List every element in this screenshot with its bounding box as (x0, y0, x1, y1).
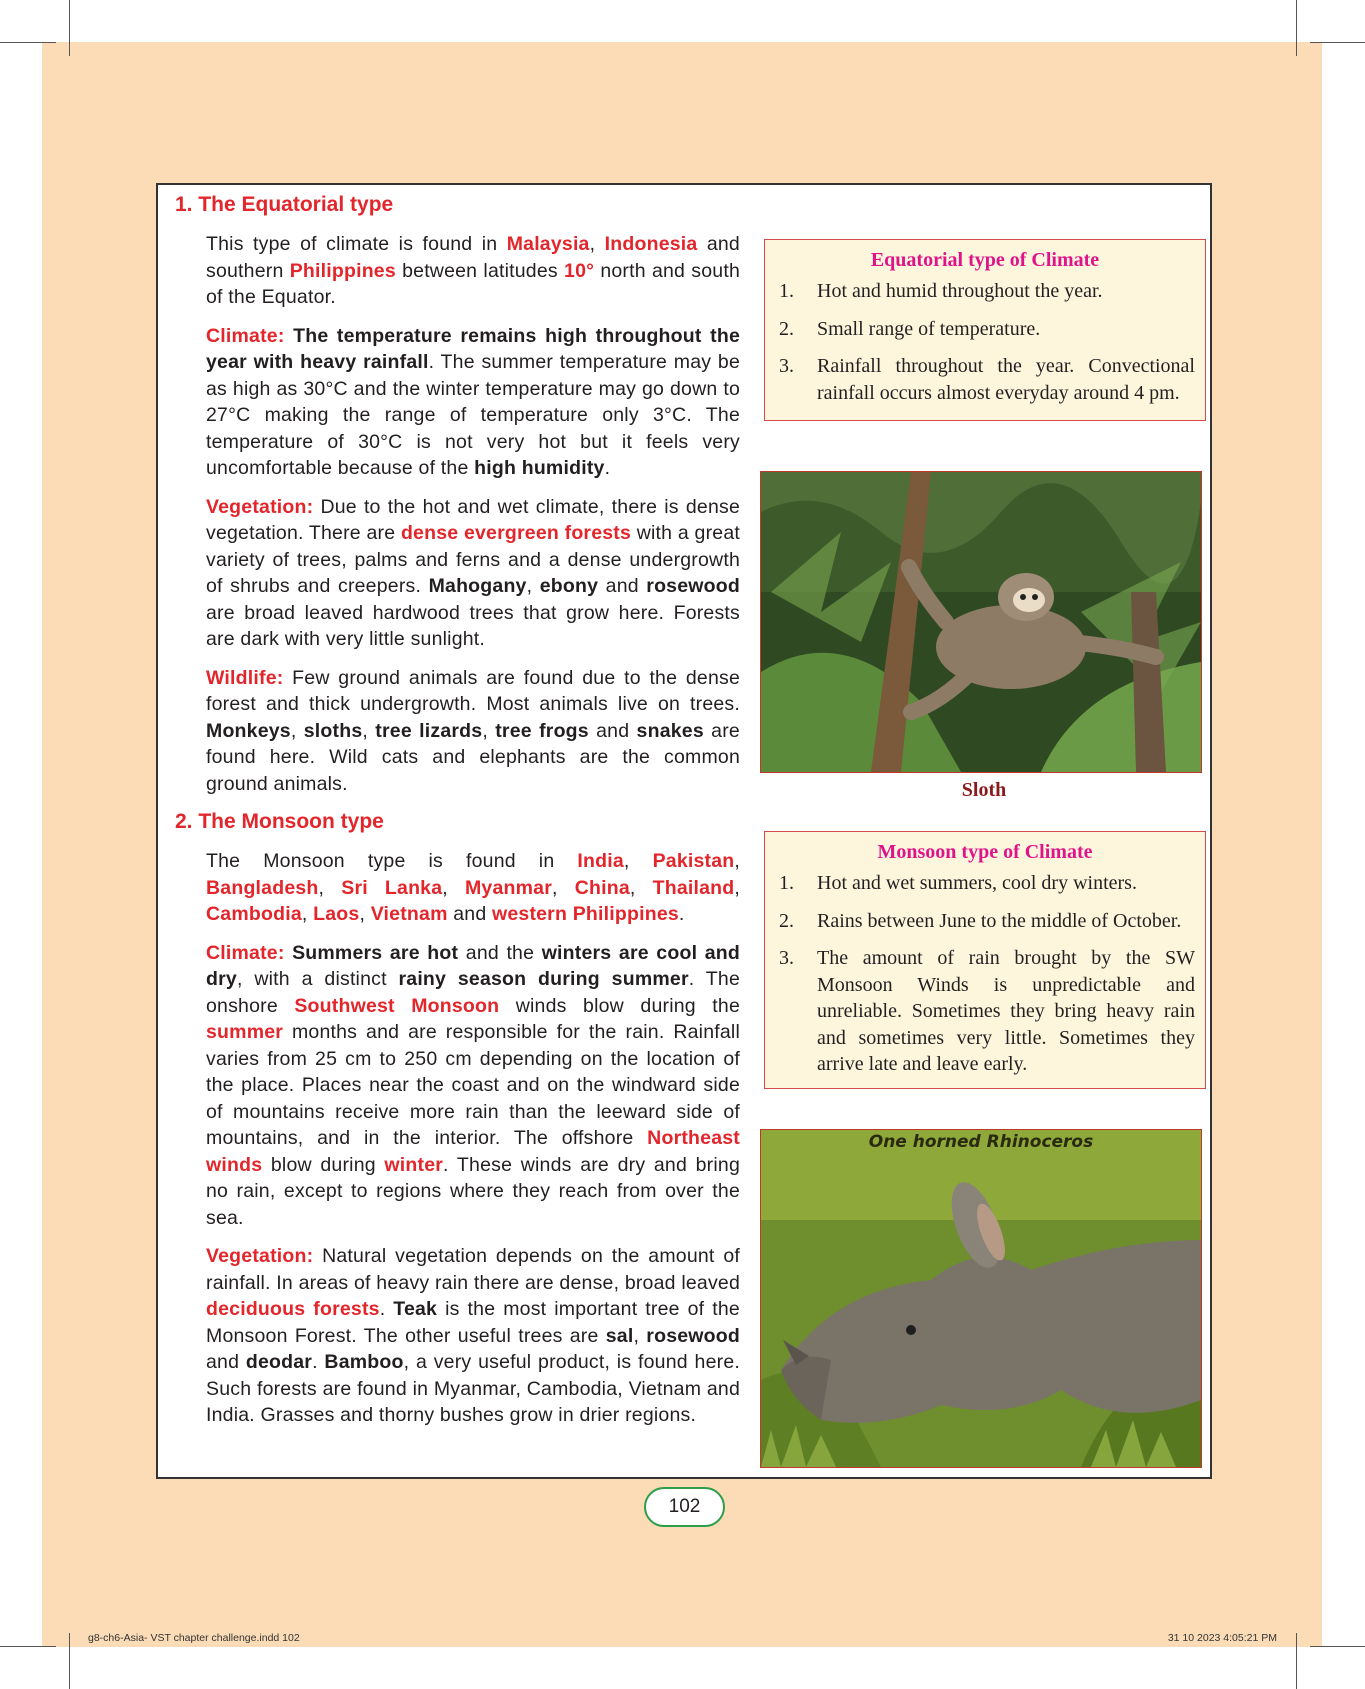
text-run: sloths (303, 719, 363, 742)
text-run: sal (605, 1324, 634, 1347)
monsoon-box-title: Monsoon type of Climate (877, 841, 1093, 863)
para-equatorial-intro (206, 231, 740, 311)
text-run: Southwest Monsoon (294, 994, 500, 1017)
para-equatorial-vegetation (206, 494, 740, 653)
text-run: The Monsoon type is found in (206, 850, 578, 872)
list-item: 2. Rains between June to the middle of October. (779, 909, 1182, 932)
text-run: Laos (313, 903, 360, 925)
monsoon-summary-box (764, 831, 1206, 1089)
text-run: rosewood (646, 575, 740, 597)
text-run: , (734, 876, 740, 899)
content-frame (156, 183, 1212, 1479)
text-run: Summers are hot (292, 941, 459, 964)
text-run: , (318, 876, 342, 899)
text-run: India (577, 850, 624, 872)
text-run: The temperature remains high throughout the year with heavy rainfall (206, 324, 740, 373)
list-item: 3. Rainfall throughout the year. Convectional rainfall occurs almost everyday around 4 pm. (779, 355, 1195, 404)
text-run: blow during (262, 1153, 385, 1176)
para-equatorial-wildlife (206, 665, 740, 798)
text-run: This type of climate is found in (206, 233, 507, 255)
text-run: Cambodia (206, 903, 302, 925)
text-run: Climate: (206, 324, 294, 347)
text-run: , (734, 850, 740, 872)
text-run: snakes (636, 719, 704, 742)
text-run: rainy season during summer (398, 968, 689, 990)
text-run: . (604, 457, 611, 479)
text-run: . The summer temperature may be as high as 30°C and the winter temperature may go down to 27°C making the range of temperature only 3°C. The temperature of 30°C is not very hot but it feels very uncomfortable because of the (206, 351, 740, 479)
crop-mark (1296, 1633, 1297, 1689)
crop-mark (0, 42, 56, 43)
text-run: Philippines (289, 259, 396, 282)
text-run: western Philippines (491, 903, 679, 925)
text-run: Pakistan (652, 850, 735, 872)
text-run: Few ground animals are found due to the dense forest and thick undergrowth. Most animals live on trees. (206, 666, 740, 715)
text-run: , (633, 1324, 647, 1347)
sloth-photo (760, 471, 1202, 773)
text-run: , with a distinct (236, 968, 399, 990)
text-run: Vietnam (370, 903, 448, 925)
text-run: ebony (539, 575, 599, 597)
slug-timestamp: 31 10 2023 4:05:21 PM (1167, 1632, 1277, 1644)
slug-file-info: g8-ch6-Asia- VST chapter challenge.indd 102 (88, 1632, 300, 1644)
text-run: , (552, 876, 575, 899)
list-item: 2. Small range of temperature. (779, 317, 1041, 340)
text-run: months and are responsible for the rain. Rainfall varies from 25 cm to 250 cm depending on the location of the place. Places near the coast and on the windward side of mountains receive more rain than the leeward side of mountains, and in the interior. The offshore (206, 1021, 740, 1149)
text-run: dense evergreen forests (400, 522, 632, 544)
text-run: , (301, 903, 314, 925)
text-run: and (206, 1351, 246, 1373)
text-run: , a very useful product, is found here. Such forests are found in Myanmar, Cambodia, Vietnam and India. Grasses and thorny bushes grow in drier regions. (206, 1351, 740, 1426)
text-run: Indonesia (604, 233, 698, 255)
text-run: , (629, 876, 653, 899)
equatorial-summary-box (764, 239, 1206, 421)
text-run: winters are cool and dry (206, 941, 740, 990)
crop-mark (1296, 0, 1297, 56)
text-run: China (574, 876, 630, 899)
text-run: and (588, 719, 637, 742)
crop-mark (69, 0, 70, 56)
page-number: 102 (644, 1487, 725, 1527)
text-run: winds blow during the (499, 994, 740, 1017)
text-run: Vegetation: (206, 495, 321, 518)
crop-mark (69, 1633, 70, 1689)
para-equatorial-climate (206, 323, 740, 482)
crop-mark (1310, 42, 1365, 43)
para-monsoon-climate (206, 940, 740, 1232)
text-run: Mahogany (428, 575, 527, 597)
text-run: are broad leaved hardwood trees that grow here. Forests are dark with very little sunlight. (206, 601, 740, 650)
text-run: . The onshore (206, 968, 740, 1017)
text-run: and (598, 575, 647, 597)
text-run: is the most important tree of the Monsoon Forest. The other useful trees are (206, 1298, 740, 1347)
sloth-caption: Sloth (961, 779, 1007, 801)
text-run: . (312, 1351, 325, 1373)
text-run: . These winds are dry and bring no rain, except to regions where they reach from over the sea. (206, 1153, 740, 1229)
text-column (175, 185, 740, 1429)
text-run: , (482, 719, 496, 742)
text-run: , (442, 876, 465, 899)
text-run: . (379, 1298, 394, 1320)
text-run: , (362, 719, 376, 742)
text-run: 10° (564, 259, 595, 282)
text-run: between latitudes (395, 259, 565, 282)
text-run: are found here. Wild cats and elephants are the common ground animals. (206, 719, 740, 795)
text-run: Climate: (206, 941, 293, 964)
text-run: and the (458, 941, 542, 964)
text-run: north and south of the Equator. (206, 259, 740, 308)
text-run: Monkeys (206, 719, 291, 742)
text-run: Sri Lanka (341, 876, 443, 899)
text-run: and (447, 903, 492, 925)
text-run: Myanmar (464, 876, 553, 899)
text-run: tree frogs (495, 719, 589, 742)
text-run: Bamboo (324, 1351, 404, 1373)
text-run: Thailand (652, 876, 735, 899)
text-run: Northeast winds (206, 1127, 740, 1176)
list-item: 3. The amount of rain brought by the SW Monsoon Winds is unpredictable and unreliable. Sometimes they bring heavy rain and sometimes very little. Sometimes they arrive late and leave early. (779, 947, 1195, 1075)
crop-mark (0, 1646, 56, 1647)
equatorial-box-title: Equatorial type of Climate (870, 249, 1100, 271)
list-item: 1. Hot and humid throughout the year. (779, 280, 1103, 302)
list-item: 1. Hot and wet summers, cool dry winters. (779, 872, 1137, 894)
text-run: , (526, 575, 540, 597)
rhinoceros-label: One horned Rhinoceros (868, 1132, 1094, 1152)
text-run: Due to the hot and wet climate, there is dense vegetation. There are (206, 495, 740, 544)
text-run: . (678, 903, 685, 925)
section-heading-equatorial: 1. The Equatorial type (175, 193, 394, 216)
text-run: Natural vegetation depends on the amount of rainfall. In areas of heavy rain there are dense, broad leaved (206, 1245, 740, 1294)
text-run: deciduous forests (206, 1298, 380, 1320)
text-run: Vegetation: (206, 1245, 323, 1267)
text-run: tree lizards (375, 719, 483, 742)
para-monsoon-vegetation (206, 1243, 740, 1429)
text-run: , (359, 903, 371, 925)
text-run: Malaysia (506, 233, 590, 255)
text-run: and southern (206, 233, 740, 282)
section-heading-monsoon: 2. The Monsoon type (175, 810, 384, 833)
text-run: Wildlife: (206, 666, 293, 689)
text-run: high humidity (474, 457, 605, 479)
text-run: with a great variety of trees, palms and ferns and a dense undergrowth of shrubs and creepers. (206, 522, 740, 597)
text-run: , (589, 233, 605, 255)
para-monsoon-intro (206, 848, 740, 928)
text-run: , (623, 850, 653, 872)
crop-mark (1310, 1646, 1365, 1647)
text-run: deodar (245, 1351, 313, 1373)
text-run: Teak (393, 1298, 438, 1320)
text-run: , (290, 719, 304, 742)
rhinoceros-photo (760, 1129, 1202, 1468)
text-run: Bangladesh (206, 876, 319, 899)
text-run: summer (206, 1021, 284, 1043)
text-run: rosewood (646, 1324, 740, 1347)
text-run: winter (384, 1153, 444, 1176)
